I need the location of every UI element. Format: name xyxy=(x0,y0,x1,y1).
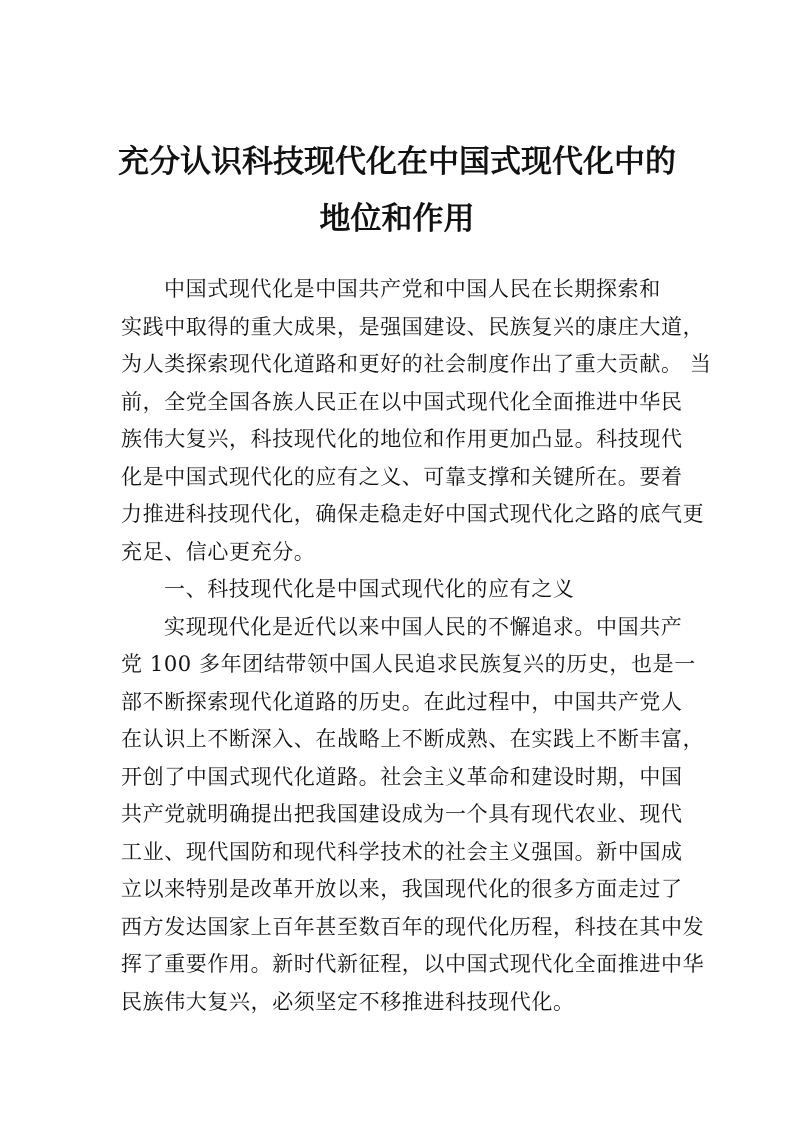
paragraph-1-line-6: 化是中国式现代化的应有之义、可靠支撑和关键所在。要着 xyxy=(121,465,683,489)
paragraph-1-line-5: 族伟大复兴，科技现代化的地位和作用更加凸显。科技现代 xyxy=(121,427,683,451)
paragraph-2-line-9: 西方发达国家上百年甚至数百年的现代化历程，科技在其中发 xyxy=(121,915,705,939)
paragraph-1-line-2: 实践中取得的重大成果，是强国建设、民族复兴的康庄大道， xyxy=(121,315,705,339)
paragraph-2-line-2: 党 100 多年团结带领中国人民追求民族复兴的历史，也是一 xyxy=(121,652,696,676)
document-title-line-2: 地位和作用 xyxy=(319,201,475,237)
paragraph-2-line-1: 实现现代化是近代以来中国人民的不懈追求。中国共产 xyxy=(164,615,683,639)
paragraph-2-line-5: 开创了中国式现代化道路。社会主义革命和建设时期，中国 xyxy=(121,765,683,789)
paragraph-1-line-4: 前，全党全国各族人民正在以中国式现代化全面推进中华民 xyxy=(121,390,683,414)
paragraph-2-line-8: 立以来特别是改革开放以来，我国现代化的很多方面走过了 xyxy=(121,877,683,901)
section-heading-1: 一、科技现代化是中国式现代化的应有之义 xyxy=(164,577,575,601)
paragraph-2-line-10: 挥了重要作用。新时代新征程，以中国式现代化全面推进中华 xyxy=(121,952,705,976)
paragraph-2-line-4: 在认识上不断深入、在战略上不断成熟、在实践上不断丰富， xyxy=(121,727,705,751)
paragraph-2-line-3: 部不断探索现代化道路的历史。在此过程中，中国共产党人 xyxy=(121,690,683,714)
paragraph-2-line-11: 民族伟大复兴，必须坚定不移推进科技现代化。 xyxy=(121,990,575,1014)
paragraph-2-line-6: 共产党就明确提出把我国建设成为一个具有现代农业、现代 xyxy=(121,802,683,826)
paragraph-1-line-8: 充足、信心更充分。 xyxy=(121,540,316,564)
paragraph-1-line-3: 为人类探索现代化道路和更好的社会制度作出了重大贡献。 当 xyxy=(121,352,712,376)
paragraph-2-line-7: 工业、现代国防和现代科学技术的社会主义强国。新中国成 xyxy=(121,840,683,864)
paragraph-1-line-7: 力推进科技现代化，确保走稳走好中国式现代化之路的底气更 xyxy=(121,502,705,526)
paragraph-1-line-1: 中国式现代化是中国共产党和中国人民在长期探索和 xyxy=(164,277,661,301)
document-title-line-1: 充分认识科技现代化在中国式现代化中的 xyxy=(118,144,676,180)
